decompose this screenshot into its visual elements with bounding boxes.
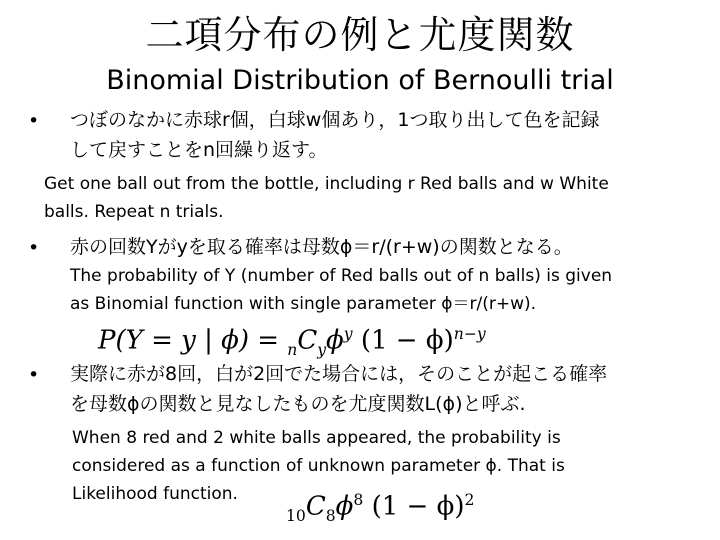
formula1-c: C (297, 325, 318, 356)
bullet-1-jp-line2: して戻すことをn回繰り返す。 (70, 139, 328, 161)
formula2-10-sub: 10 (286, 506, 306, 525)
bullet-marker-3: • (28, 364, 40, 386)
bullet-marker-2: • (28, 237, 40, 259)
bullet-1-en-line2: balls. Repeat n trials. (44, 202, 224, 222)
formula2-8-sup: 8 (353, 491, 364, 509)
bullet-3-en-line1: When 8 red and 2 white balls appeared, the probability is (72, 428, 561, 448)
formula2-8-sub: 8 (325, 506, 336, 525)
formula1-phi: ϕ (326, 325, 344, 356)
bullet-1-en-line1: Get one ball out from the bottle, including r Red balls and w White (44, 174, 609, 194)
formula2-paren: (1 − ϕ) (371, 491, 465, 522)
formula1-ny-sup: n−y (453, 325, 486, 343)
bullet-3-en-line3: Likelihood function. (72, 484, 238, 504)
bullet-1-jp-line1: つぼのなかに赤球r個，白球w個あり，1つ取り出して色を記録 (70, 109, 600, 131)
formula2-phi: ϕ (335, 491, 354, 522)
slide-title-japanese: 二項分布の例と尤度関数 (145, 13, 575, 57)
likelihood-function-formula (286, 480, 474, 536)
formula1-paren: (1 − ϕ) (360, 325, 454, 356)
formula2-c: C (305, 491, 326, 522)
bullet-3-jp-line1: 実際に赤が8回，白が2回でた場合には，そのことが起こる確率 (70, 363, 608, 385)
bullet-marker-1: • (28, 110, 40, 132)
bullet-2-en-line1: The probability of Y (number of Red balls out of n balls) is given (70, 266, 613, 286)
formula1-lhs: P(Y = y | ϕ) = (98, 325, 288, 356)
formula1-y-sup: y (343, 325, 353, 343)
formula1-n-sub: n (287, 340, 298, 359)
bullet-2-en-line2: as Binomial function with single parameter ϕ＝r/(r+w). (70, 294, 537, 314)
bullet-2-jp-line1: 赤の回数Yがyを取る確率は母数ϕ＝r/(r+w)の関数となる。 (70, 236, 573, 258)
formula2-2-sup: 2 (464, 491, 475, 509)
bullet-3-en-line2: considered as a function of unknown parameter ϕ. That is (72, 456, 565, 476)
bullet-3-jp-line2: を母数ϕの関数と見なしたものを尤度関数L(ϕ)と呼ぶ. (70, 393, 526, 415)
slide-title-english: Binomial Distribution of Bernoulli trial (106, 65, 614, 96)
formula1-y-sub: y (317, 340, 327, 359)
